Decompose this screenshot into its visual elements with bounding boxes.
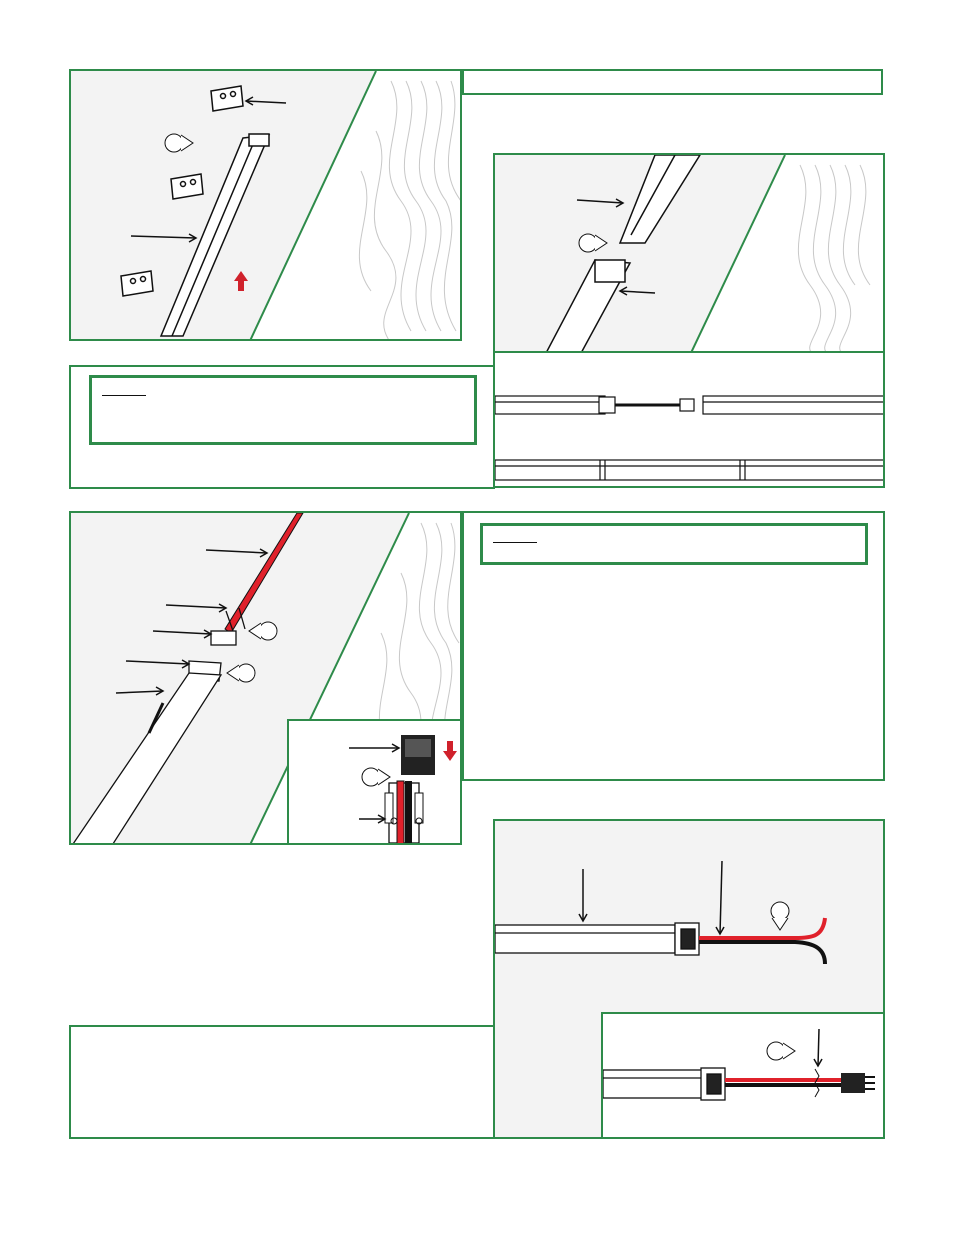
black-wire [699, 942, 825, 964]
panel-note [69, 365, 495, 489]
note-heading-underline [102, 395, 146, 396]
panel-note-right [462, 511, 885, 781]
pointer-arrow-icon [814, 1029, 822, 1066]
panel-wire-connector [69, 511, 462, 845]
channel-joint-illustration [495, 155, 885, 353]
channel-end [545, 155, 700, 353]
step-marker-icon [249, 622, 277, 640]
direction-arrow-icon [443, 741, 457, 761]
panel-channel-joint [493, 153, 885, 353]
panel-connected-channels [493, 351, 885, 488]
connector-detail-illustration [289, 721, 462, 845]
title-bar [462, 69, 883, 95]
channel-extrusion [161, 134, 269, 336]
panel-blank-bottom [69, 1025, 495, 1139]
pointer-arrow-icon [579, 861, 724, 934]
step-marker-icon [579, 234, 607, 252]
cut-cable-inset [601, 1012, 885, 1139]
panel-mounting-clips [69, 69, 462, 341]
step-marker-icon [362, 768, 390, 786]
connector-detail-inset [287, 719, 462, 845]
step-marker-icon [767, 1042, 795, 1060]
step-marker-icon [771, 902, 789, 930]
direction-arrow-icon [234, 271, 248, 291]
note-heading-underline [493, 542, 537, 543]
connected-channels-illustration [495, 353, 885, 488]
note-box-right [480, 523, 868, 565]
cut-cable-illustration [603, 1014, 885, 1139]
red-wire [699, 918, 825, 938]
panel-power-cable [493, 819, 885, 1139]
connector-parts [71, 608, 245, 845]
step-marker-icon [165, 134, 193, 152]
channel-with-cable [495, 923, 699, 955]
mounting-clips-illustration [71, 71, 462, 341]
red-black-wire [225, 513, 303, 633]
note-box [89, 375, 477, 445]
step-marker-icon [227, 664, 255, 682]
